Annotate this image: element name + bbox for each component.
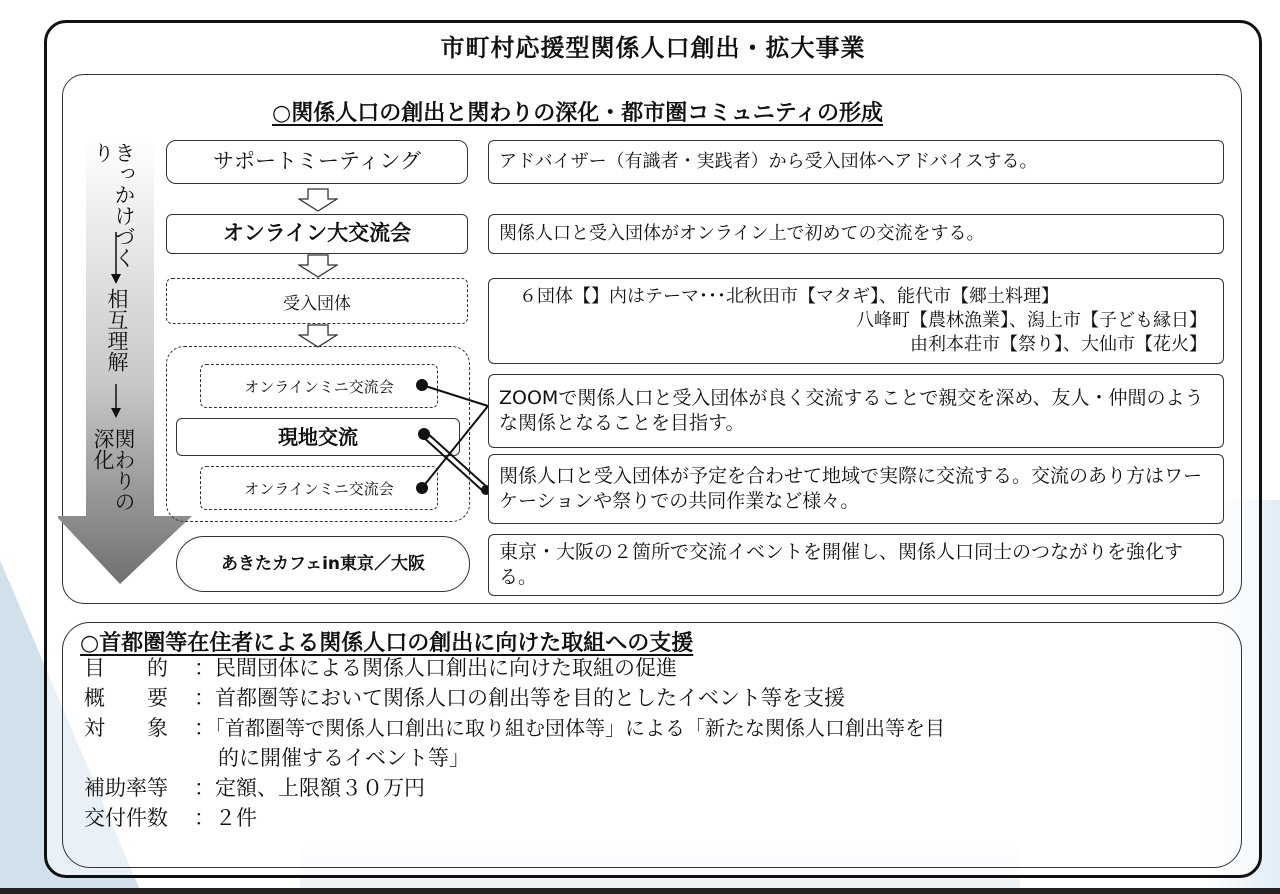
info-sep: ： [194, 686, 215, 710]
online-daikouryukai-desc-text: 関係人口と受入団体がオンライン上で初めての交流をする。 [499, 223, 985, 245]
info-label-count: 交付件数 [84, 806, 168, 830]
info-row-purpose [84, 656, 1224, 686]
genchi-kouryu-label: 現地交流 [278, 425, 358, 449]
ukeire-dantai-label: 受入団体 [283, 293, 351, 314]
online-mini-kouryukai-desc [488, 374, 1224, 448]
flow-small-arrow-1 [110, 232, 122, 284]
info-row-target [84, 716, 1224, 746]
info-sep: ： [194, 656, 215, 680]
bottom-bar [0, 888, 1280, 894]
flow-label-sougo-rikai: 相互理解 [105, 288, 129, 372]
down-arrow-1 [298, 188, 338, 212]
akita-cafe-label: あきたカフェin東京／大阪 [220, 553, 426, 574]
info-value-target-cont: 的に開催するイベント等」 [218, 746, 470, 770]
support-info-list [84, 656, 1224, 836]
support-meeting-desc [488, 140, 1224, 184]
akita-cafe-box [176, 536, 470, 592]
info-value-overview: 首都圏等において関係人口の創出等を目的としたイベント等を支援 [215, 686, 845, 710]
akita-cafe-desc [488, 534, 1224, 596]
info-label-subsidy: 補助率等 [84, 776, 168, 800]
info-value-target: 「首都圏等で関係人口創出に取り組む団体等」による「新たな関係人口創出等を目 [215, 716, 945, 740]
ukeire-dantai-desc [488, 278, 1224, 364]
online-daikouryukai-desc [488, 214, 1224, 254]
support-meeting-label: サポートミーティング [213, 149, 421, 174]
online-mini-kouryukai-label-1: オンラインミニ交流会 [244, 377, 394, 396]
info-row-subsidy [84, 776, 1224, 806]
online-mini-kouryukai-label-2: オンラインミニ交流会 [244, 479, 394, 498]
online-daikouryukai-box [166, 214, 468, 254]
online-daikouryukai-label: オンライン大交流会 [222, 221, 412, 246]
ukeire-dantai-box [166, 278, 468, 324]
online-mini-kouryukai-desc-text: ZOOMで関係人口と受入団体が良く交流することで親交を深め、友人・仲間のような関係となることを目指す。 [499, 387, 1204, 434]
flow-small-arrow-2 [110, 384, 122, 418]
genchi-kouryu-desc-text: 関係人口と受入団体が予定を合わせて地域で実際に交流する。交流のあり方はワーケーションや祭りでの共同作業など様々。 [499, 465, 1203, 512]
info-sep: ： [194, 716, 215, 740]
genchi-kouryu-desc [488, 454, 1224, 524]
info-label-target: 対 象 [84, 716, 168, 740]
ukeire-dantai-desc-line3: 由利本荘市【祭り】、大仙市【花火】 [910, 333, 1207, 355]
ukeire-dantai-desc-line2: 八峰町【農林漁業】、潟上市【子ども縁日】 [856, 310, 1207, 332]
info-sep: ： [194, 806, 215, 830]
flow-label-shinka: 関わりの深化 [91, 428, 136, 512]
info-value-purpose: 民間団体による関係人口創出に向けた取組の促進 [215, 656, 677, 680]
online-mini-kouryukai-box-1 [200, 364, 438, 408]
info-label-overview: 概 要 [84, 686, 168, 710]
info-value-subsidy: 定額、上限額３０万円 [215, 776, 425, 800]
down-arrow-2 [298, 254, 338, 278]
page-title: 市町村応援型関係人口創出・拡大事業 [440, 34, 866, 62]
down-arrow-3 [298, 324, 338, 348]
info-row-target-cont [84, 746, 1224, 776]
support-meeting-desc-text: アドバイザー（有識者・実践者）から受入団体へアドバイスする。 [499, 151, 1038, 173]
section2-title: ○首都圏等在住者による関係人口の創出に向けた取組への支援 [80, 631, 694, 656]
ukeire-dantai-desc-line1: ６団体【】内はテーマ･･･北秋田市【マタギ】、能代市【郷土料理】 [519, 286, 1059, 308]
section1-title: ○関係人口の創出と関わりの深化・都市圏コミュニティの形成 [272, 101, 883, 126]
akita-cafe-desc-text: 東京・大阪の２箇所で交流イベントを開催し、関係人口同士のつながりを強化する。 [499, 541, 1184, 588]
info-label-purpose: 目 的 [84, 656, 168, 680]
connector-lines [412, 376, 492, 502]
flow-label-kikkake: きっかけづくり [91, 142, 136, 268]
info-sep: ： [194, 776, 215, 800]
support-meeting-box [166, 140, 468, 184]
info-row-overview [84, 686, 1224, 716]
online-mini-kouryukai-box-2 [200, 466, 438, 510]
info-value-count: ２件 [215, 806, 257, 830]
info-row-count [84, 806, 1224, 836]
